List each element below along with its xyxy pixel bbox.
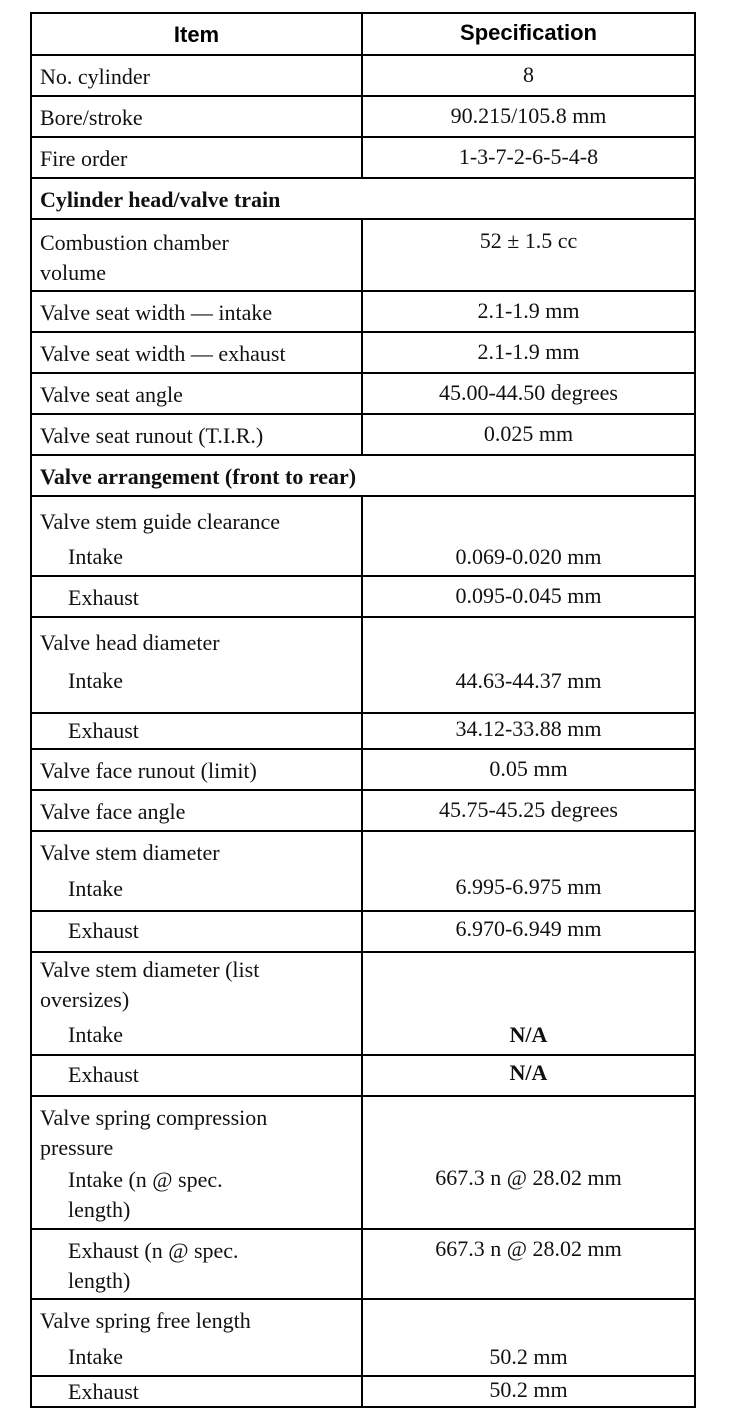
row-sublabel: Exhaust: [68, 918, 139, 943]
table-header-row: [32, 14, 694, 56]
row-label: Fire order: [40, 146, 128, 171]
column-header-specification: Specification: [460, 20, 597, 45]
table-row: [32, 750, 694, 791]
section-row-cylinder-head: [32, 179, 694, 220]
table-row: [32, 415, 694, 456]
row-value: 6.970-6.949 mm: [455, 916, 602, 941]
row-value: 50.2 mm: [489, 1377, 568, 1402]
table-row: [32, 1230, 694, 1300]
table-row: [32, 220, 694, 292]
row-value: N/A: [509, 1060, 548, 1085]
table-row: [32, 1300, 694, 1377]
column-header-item: Item: [173, 22, 220, 47]
row-value: 52 ± 1.5 cc: [479, 228, 578, 253]
table-row: [32, 333, 694, 374]
row-sublabel: Exhaust: [68, 718, 139, 743]
table-row: [32, 912, 694, 953]
table-row: [32, 56, 694, 97]
table-row: [32, 953, 694, 1056]
row-label: Valve seat width — exhaust: [40, 341, 286, 366]
row-value: 8: [523, 62, 534, 87]
row-value: N/A: [509, 1022, 548, 1047]
row-value: 667.3 n @ 28.02 mm: [435, 1236, 622, 1261]
row-label: Valve stem guide clearance: [40, 509, 281, 534]
table-row: [32, 1056, 694, 1097]
row-label: Valve spring free length: [40, 1308, 251, 1333]
row-sublabel: Intake: [68, 1344, 123, 1369]
table-row: [32, 292, 694, 333]
table-row: [32, 791, 694, 832]
row-sublabel: Intake: [68, 668, 123, 693]
spec-table: [30, 12, 696, 1408]
table-row: [32, 1377, 694, 1406]
row-value: 90.215/105.8 mm: [450, 103, 607, 128]
row-value: 2.1-1.9 mm: [477, 339, 580, 364]
section-row-valve-arrangement: [32, 456, 694, 497]
row-value: 45.75-45.25 degrees: [438, 797, 618, 822]
row-value: 667.3 n @ 28.02 mm: [435, 1165, 622, 1190]
table-row: [32, 618, 694, 714]
row-label: Valve stem diameter (list oversizes): [40, 957, 260, 1012]
row-value: 1-3-7-2-6-5-4-8: [458, 144, 599, 169]
row-value: 0.095-0.045 mm: [455, 583, 602, 608]
row-sublabel: Exhaust: [68, 1379, 139, 1404]
table-row: [32, 714, 694, 750]
row-value: 0.05 mm: [489, 756, 568, 781]
row-sublabel: Intake (n @ spec. length): [68, 1167, 223, 1222]
row-value: 6.995-6.975 mm: [455, 874, 602, 899]
table-row: [32, 577, 694, 618]
table-row: [32, 374, 694, 415]
row-label: Valve seat angle: [40, 382, 183, 407]
section-title: Cylinder head/valve train: [40, 187, 281, 212]
row-value: 0.069-0.020 mm: [455, 544, 602, 569]
row-sublabel: Intake: [68, 1022, 123, 1047]
table-row: [32, 832, 694, 912]
section-title: Valve arrangement (front to rear): [40, 464, 357, 489]
table-row: [32, 497, 694, 577]
row-label: Valve face angle: [40, 799, 186, 824]
row-value: 50.2 mm: [489, 1344, 568, 1369]
row-value: 0.025 mm: [483, 421, 574, 446]
row-sublabel: Exhaust (n @ spec. length): [68, 1238, 239, 1293]
row-sublabel: Exhaust: [68, 585, 139, 610]
row-label: Valve seat runout (T.I.R.): [40, 423, 264, 448]
row-label: Valve seat width — intake: [40, 300, 273, 325]
table-row: [32, 138, 694, 179]
row-sublabel: Intake: [68, 876, 123, 901]
row-label: Valve spring compression pressure: [40, 1105, 268, 1160]
row-label: Valve face runout (limit): [40, 758, 257, 783]
table-row: [32, 97, 694, 138]
row-sublabel: Intake: [68, 544, 123, 569]
row-value: 45.00-44.50 degrees: [438, 380, 618, 405]
row-sublabel: Exhaust: [68, 1062, 139, 1087]
row-label: Valve head diameter: [40, 630, 220, 655]
row-value: 44.63-44.37 mm: [455, 668, 602, 693]
table-row: [32, 1097, 694, 1230]
row-label: Combustion chamber volume: [40, 230, 229, 285]
row-label: Valve stem diameter: [40, 840, 220, 865]
row-value: 34.12-33.88 mm: [455, 716, 602, 741]
row-label: No. cylinder: [40, 64, 150, 89]
row-value: 2.1-1.9 mm: [477, 298, 580, 323]
row-label: Bore/stroke: [40, 105, 143, 130]
